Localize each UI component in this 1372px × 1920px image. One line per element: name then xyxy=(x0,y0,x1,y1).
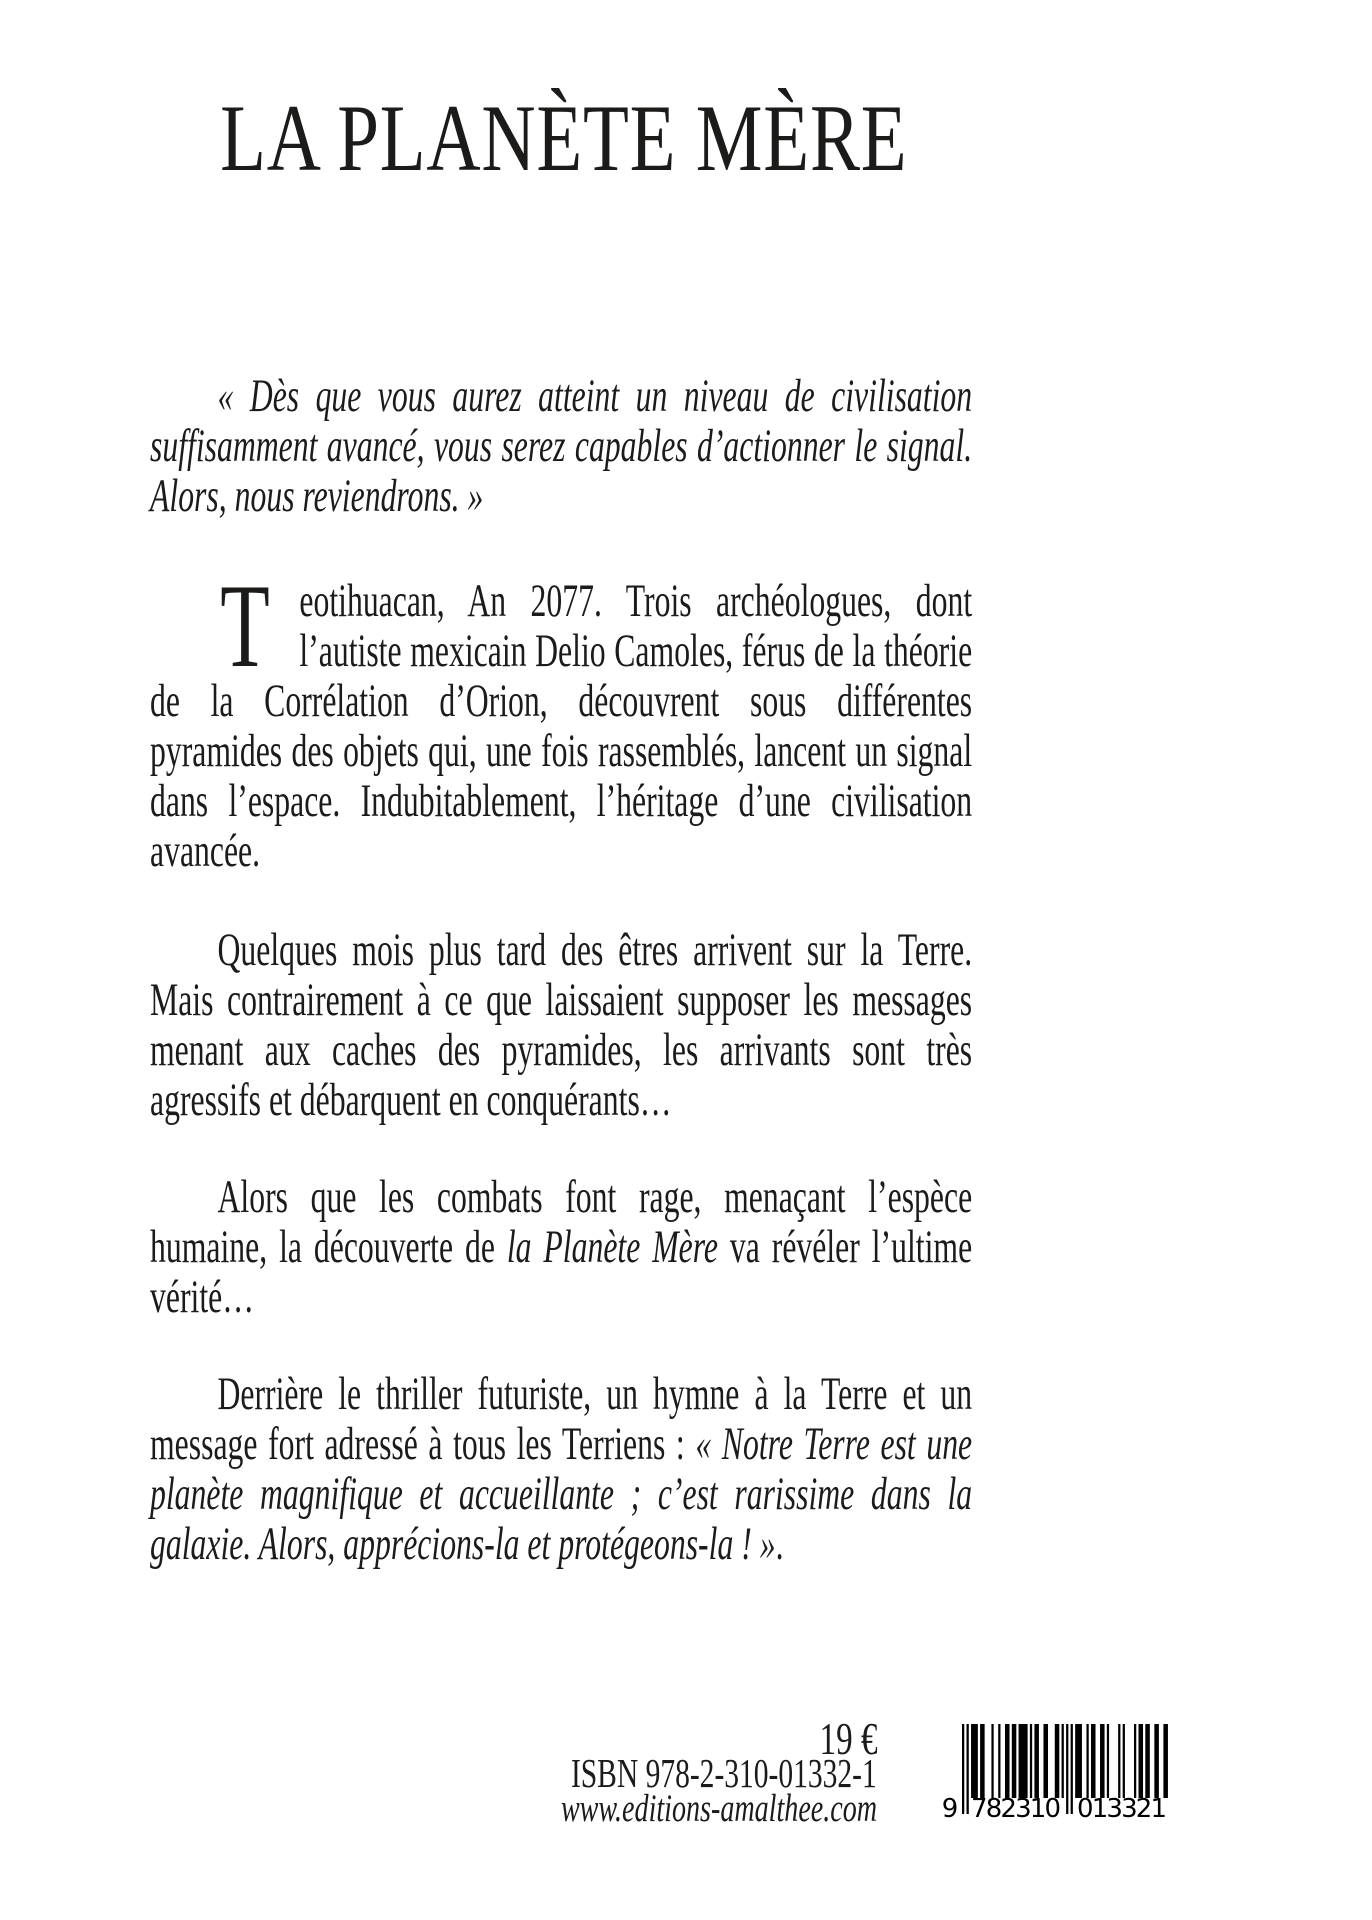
book-title-reference: la Planète Mère xyxy=(506,1221,718,1273)
ean13-barcode xyxy=(940,1724,1180,1819)
publisher-website: www.editions-amalthee.com xyxy=(560,1787,877,1830)
barcode-digits-left: 782310 xyxy=(971,1794,1061,1819)
synopsis-paragraph-1 xyxy=(150,559,973,877)
epigraph-quote: « Dès que vous aurez atteint un niveau de civilisation suffisamment avancé, vous serez capables d’actionner le signal. Alors, nous reviendrons. » xyxy=(150,370,973,522)
author-message-quote: « Notre Terre est une planète magnifique et accueillante ; c’est rarissime dans la galaxie. Alors, apprécions-la et protégeons-la ! » xyxy=(150,1418,973,1570)
synopsis-paragraph-4 xyxy=(150,1369,972,1569)
synopsis-paragraph-1-text: eotihuacan, An 2077. Trois archéologues, dont l’autiste mexicain Delio Camoles, férus de la théorie de la Corrélation d’Orion, découvrent sous différentes pyramides des objets qui, une fois rassemblés, lancent un signal dans l’espace. Indubitablement, l’héritage d’une civilisation avancée. xyxy=(150,575,973,877)
synopsis-paragraph-2: Quelques mois plus tard des êtres arrivent sur la Terre. Mais contrairement à ce que laissaient supposer les messages menant aux caches des pyramides, les arrivants sont très agressifs et débarquent en conquérants… xyxy=(150,924,973,1126)
barcode-digits-right: 013321 xyxy=(1077,1794,1167,1819)
paragraph-4-text-end: . xyxy=(775,1518,784,1570)
price: 19 € xyxy=(819,1713,877,1764)
isbn-number: ISBN 978-2-310-01332-1 xyxy=(571,1750,877,1796)
paragraph-3-text-end: va révéler l’ultime vérité… xyxy=(150,1221,973,1323)
synopsis-paragraph-3 xyxy=(150,1172,972,1322)
title-block xyxy=(153,85,975,191)
paragraph-4-text: Derrière le thriller futuriste, un hymne à la Terre et un message fort adressé à tous les Terriens : xyxy=(150,1368,973,1470)
book-title: LA PLANÈTE MÈRE xyxy=(220,85,908,191)
drop-cap-letter: T xyxy=(220,559,270,692)
paragraph-3-text: Alors que les combats font rage, menaçant l’espèce humaine, la découverte de xyxy=(150,1171,973,1273)
barcode-digit-first: 9 xyxy=(941,1794,959,1819)
